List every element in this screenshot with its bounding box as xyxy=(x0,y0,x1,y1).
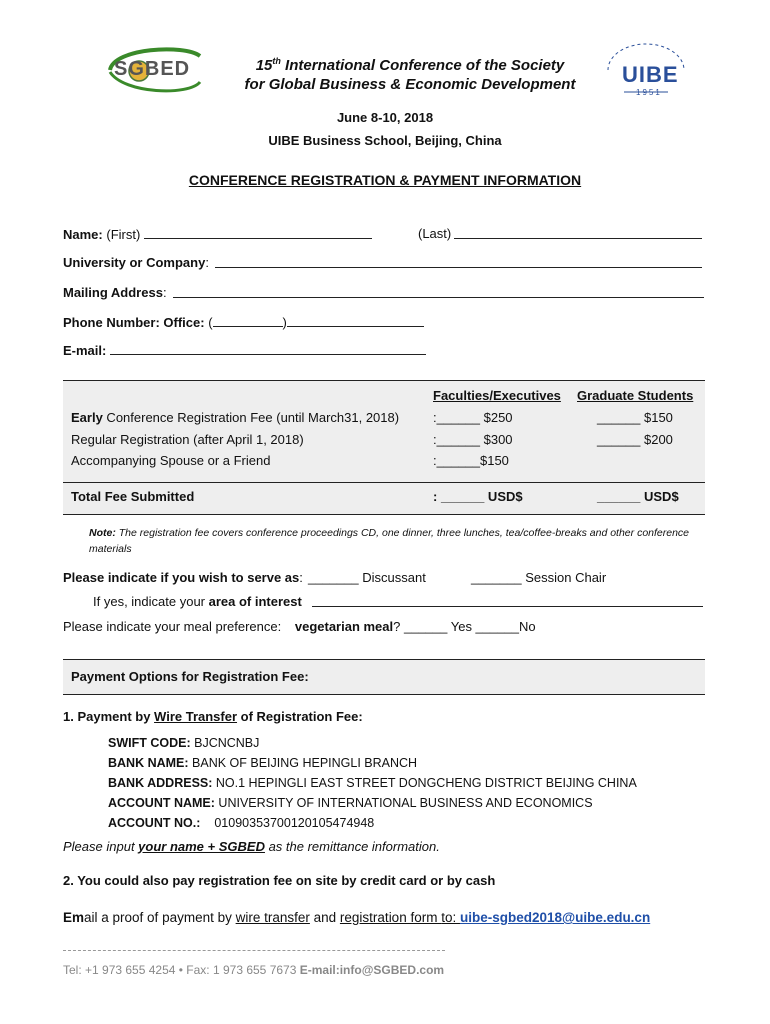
sgbed-logo xyxy=(104,42,204,98)
total-fee-faculty[interactable]: : ______ USD$ xyxy=(433,489,523,504)
meal-options[interactable]: ? ______ Yes ______No xyxy=(393,619,536,634)
account-number: ACCOUNT NO.: 01090353700120105474948 xyxy=(108,816,375,830)
uibe-logo-year: 1951 xyxy=(636,88,662,97)
fee-col-faculty: Faculties/Executives xyxy=(433,388,561,403)
interest-row: If yes, indicate your area of interest xyxy=(93,594,705,609)
university-row: University or Company: xyxy=(63,255,703,270)
fee-student-value[interactable]: ______ $200 xyxy=(597,432,673,447)
last-name-field[interactable] xyxy=(454,226,702,239)
swift-code: SWIFT CODE: BJCNCNBJ xyxy=(108,736,260,750)
name-label: Name: xyxy=(63,227,103,242)
meal-vegetarian-label: vegetarian meal xyxy=(294,619,394,634)
fee-note: Note: The registration fee covers conference proceedings CD, one dinner, three lunches, tea/coffee-breaks and other conference materials xyxy=(89,527,690,555)
serve-label: Please indicate if you wish to serve as xyxy=(63,570,300,585)
phone-label: Phone Number: Office: xyxy=(63,315,205,330)
payment-option-2: 2. You could also pay registration fee on site by credit card or by cash xyxy=(63,873,496,888)
last-name-label: (Last) xyxy=(418,226,452,241)
phone-area-field[interactable] xyxy=(213,314,283,327)
email-field[interactable] xyxy=(110,342,426,355)
meal-label: Please indicate your meal preference: xyxy=(63,619,282,634)
first-name-field[interactable] xyxy=(144,226,372,239)
phone-number-field[interactable] xyxy=(287,314,424,327)
total-fee-label: Total Fee Submitted xyxy=(71,489,195,504)
conference-dates: June 8-10, 2018 xyxy=(336,110,434,125)
conference-title: 15th International Conference of the Society for Global Business & Economic Development xyxy=(244,56,576,93)
name-row xyxy=(63,226,703,242)
session-chair-option[interactable]: _______ Session Chair xyxy=(471,570,607,585)
fee-faculty-value[interactable]: :______$150 xyxy=(433,453,509,468)
serve-row: Please indicate if you wish to serve as: _______ Discussant _______ Session Chair xyxy=(63,570,607,585)
document-title: CONFERENCE REGISTRATION & PAYMENT INFORMATION xyxy=(188,172,582,188)
footer-contact: Tel: +1 973 655 4254 • Fax: 1 973 655 7673 E-mail:info@SGBED.com xyxy=(63,963,445,977)
fee-faculty-value[interactable]: :______ $300 xyxy=(433,432,513,447)
phone-row: Phone Number: Office: ( ) xyxy=(63,314,463,330)
fee-student-value[interactable]: ______ $150 xyxy=(597,410,673,425)
conference-venue: UIBE Business School, Beijing, China xyxy=(268,133,502,148)
footer-divider xyxy=(63,950,445,951)
fee-row: Accompanying Spouse or a Friend xyxy=(71,453,271,468)
university-label: University or Company xyxy=(63,255,206,270)
payment-option-1: 1. Payment by Wire Transfer of Registration Fee: xyxy=(63,709,363,724)
discussant-option[interactable]: _______ Discussant xyxy=(308,570,426,585)
sgbed-logo-text: SGBED xyxy=(114,58,191,80)
payment-heading: Payment Options for Registration Fee: xyxy=(71,669,309,684)
email-label: E-mail: xyxy=(63,343,107,358)
university-field[interactable] xyxy=(215,255,702,268)
bank-name: BANK NAME: BANK OF BEIJING HEPINGLI BRANCH xyxy=(108,756,418,770)
mailing-label: Mailing Address xyxy=(63,285,163,300)
total-fee-student[interactable]: ______ USD$ xyxy=(597,489,679,504)
mailing-row: Mailing Address: xyxy=(63,285,705,300)
email-proof-line: Email a proof of payment by wire transfer and registration form to: uibe-sgbed2018@uibe.edu.cn xyxy=(63,910,651,925)
fee-faculty-value[interactable]: :______ $250 xyxy=(433,410,513,425)
uibe-logo xyxy=(598,40,694,100)
fee-table-divider xyxy=(63,482,705,483)
meal-row xyxy=(63,619,536,634)
account-name: ACCOUNT NAME: UNIVERSITY OF INTERNATIONAL BUSINESS AND ECONOMICS xyxy=(108,796,593,810)
bank-address: BANK ADDRESS: NO.1 HEPINGLI EAST STREET DONGCHENG DISTRICT BEIJING CHINA xyxy=(108,776,637,790)
interest-field[interactable] xyxy=(312,594,703,607)
contact-email-link[interactable]: uibe-sgbed2018@uibe.edu.cn xyxy=(459,910,651,925)
first-name-label: (First) xyxy=(106,227,141,242)
remittance-info: Please input your name + SGBED as the remittance information. xyxy=(63,839,440,854)
fee-row: Regular Registration (after April 1, 2018) xyxy=(71,432,304,447)
email-row xyxy=(63,342,463,358)
uibe-logo-text: UIBE xyxy=(622,62,679,87)
mailing-field[interactable] xyxy=(173,285,704,298)
fee-row: Early Conference Registration Fee (until March31, 2018) xyxy=(71,410,400,425)
fee-col-student: Graduate Students xyxy=(577,388,694,403)
